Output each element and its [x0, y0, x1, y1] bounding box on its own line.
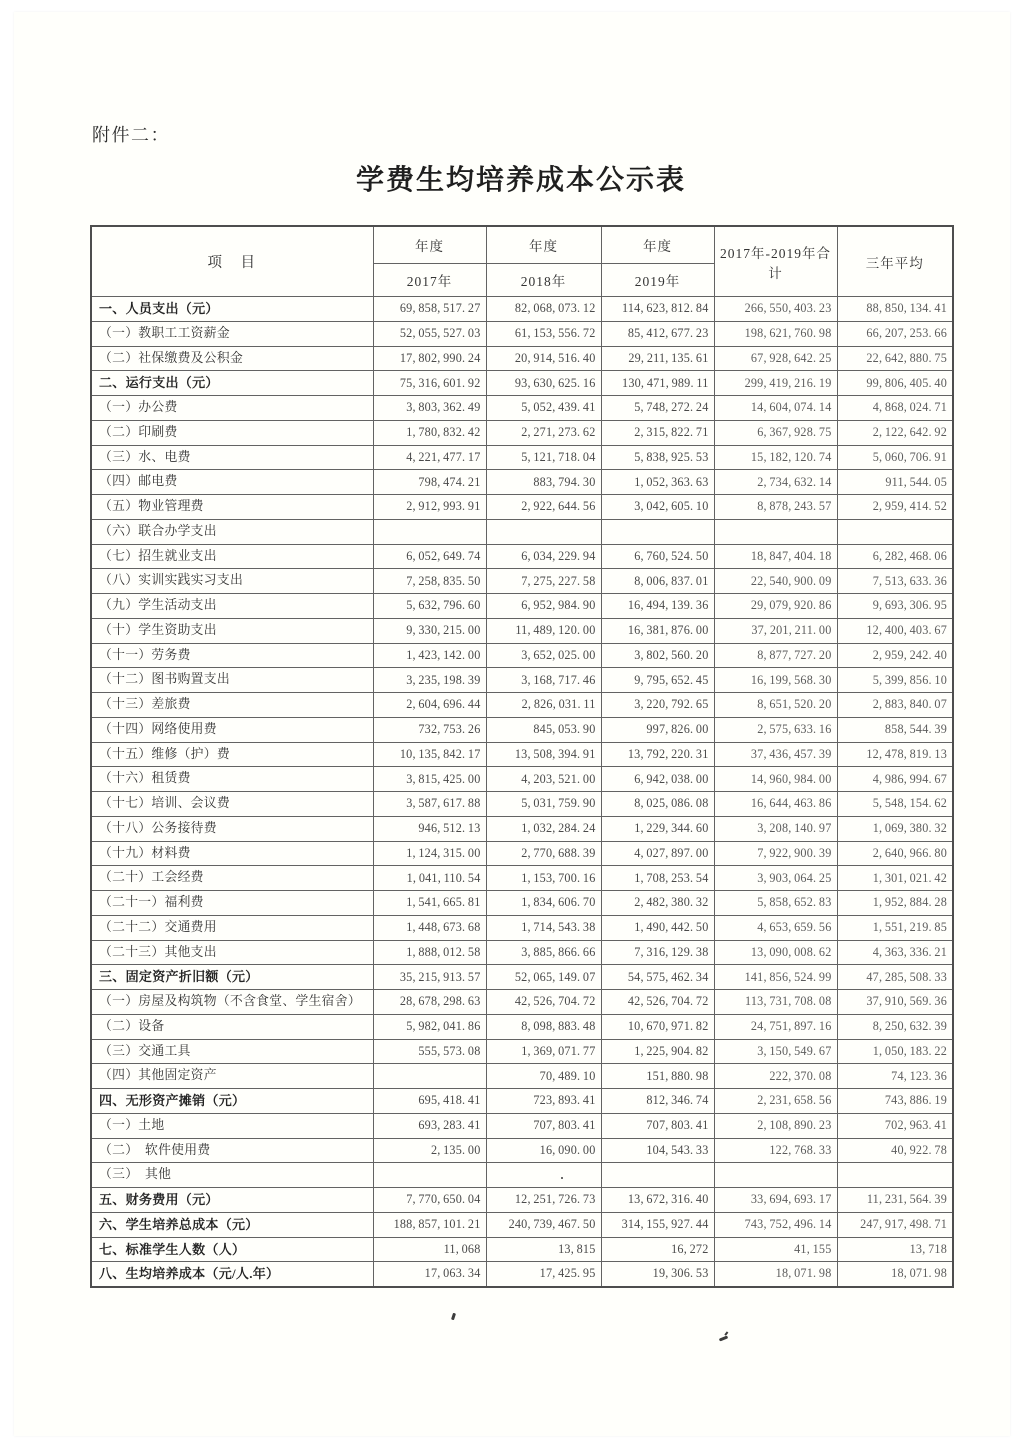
row-value: 858, 544. 39	[837, 717, 953, 742]
table-row	[91, 1188, 953, 1213]
row-value: 1, 052, 363. 63	[601, 470, 714, 495]
row-value: 1, 225, 904. 82	[601, 1039, 714, 1064]
table-row	[91, 321, 953, 346]
header-year-label-2017: 年度	[373, 226, 486, 264]
row-value: 695, 418. 41	[373, 1089, 486, 1114]
table-row	[91, 841, 953, 866]
row-value: 42, 526, 704. 72	[486, 990, 601, 1015]
row-value: 2, 122, 642. 92	[837, 420, 953, 445]
row-value	[714, 1163, 837, 1188]
row-label: 七、标准学生人数（人）	[91, 1237, 373, 1262]
row-value: 1, 301, 021. 42	[837, 866, 953, 891]
row-value: 5, 031, 759. 90	[486, 792, 601, 817]
row-value: 19, 306. 53	[601, 1262, 714, 1287]
row-value: 13, 718	[837, 1237, 953, 1262]
row-value: 1, 541, 665. 81	[373, 891, 486, 916]
row-label: （二）社保缴费及公积金	[91, 346, 373, 371]
row-value: 13, 090, 008. 62	[714, 940, 837, 965]
row-value: 1, 714, 543. 38	[486, 915, 601, 940]
table-row	[91, 495, 953, 520]
row-label: 八、生均培养成本（元/人.年）	[91, 1262, 373, 1287]
header-average: 三年平均	[837, 226, 953, 297]
row-value: 61, 153, 556. 72	[486, 321, 601, 346]
table-row	[91, 1014, 953, 1039]
table-row	[91, 1163, 953, 1188]
table-row	[91, 742, 953, 767]
row-value: 6, 942, 038. 00	[601, 767, 714, 792]
row-value: 266, 550, 403. 23	[714, 297, 837, 322]
row-value	[486, 519, 601, 544]
row-value: 130, 471, 989. 11	[601, 371, 714, 396]
row-value: 5, 858, 652. 83	[714, 891, 837, 916]
row-value: 3, 815, 425. 00	[373, 767, 486, 792]
row-value: 75, 316, 601. 92	[373, 371, 486, 396]
row-value	[486, 1163, 601, 1188]
row-label: （四）邮电费	[91, 470, 373, 495]
row-value: 1, 448, 673. 68	[373, 915, 486, 940]
row-value: 946, 512. 13	[373, 816, 486, 841]
row-value: 6, 282, 468. 06	[837, 544, 953, 569]
table-row	[91, 990, 953, 1015]
row-value: 82, 068, 073. 12	[486, 297, 601, 322]
row-value: 151, 880. 98	[601, 1064, 714, 1089]
row-value: 7, 513, 633. 36	[837, 569, 953, 594]
table-row	[91, 544, 953, 569]
row-value: 7, 258, 835. 50	[373, 569, 486, 594]
row-value: 812, 346. 74	[601, 1089, 714, 1114]
row-value: 93, 630, 625. 16	[486, 371, 601, 396]
row-value: 222, 370. 08	[714, 1064, 837, 1089]
row-value: 3, 885, 866. 66	[486, 940, 601, 965]
row-value: 1, 423, 142. 00	[373, 643, 486, 668]
row-value: 247, 917, 498. 71	[837, 1212, 953, 1237]
table-row	[91, 420, 953, 445]
row-value: 8, 250, 632. 39	[837, 1014, 953, 1039]
table-row	[91, 940, 953, 965]
table-body	[91, 297, 953, 1287]
row-value: 2, 826, 031. 11	[486, 693, 601, 718]
row-value: 3, 168, 717. 46	[486, 668, 601, 693]
row-value: 3, 208, 140. 97	[714, 816, 837, 841]
row-value: 17, 063. 34	[373, 1262, 486, 1287]
row-value: 845, 053. 90	[486, 717, 601, 742]
row-value: 5, 748, 272. 24	[601, 396, 714, 421]
row-value: 2, 482, 380. 32	[601, 891, 714, 916]
row-value: 1, 229, 344. 60	[601, 816, 714, 841]
row-value: 12, 400, 403. 67	[837, 618, 953, 643]
row-value: 723, 893. 41	[486, 1089, 601, 1114]
row-value: 13, 815	[486, 1237, 601, 1262]
row-value: 3, 802, 560. 20	[601, 643, 714, 668]
table-row	[91, 668, 953, 693]
row-value: 16, 090. 00	[486, 1138, 601, 1163]
row-value: 13, 792, 220. 31	[601, 742, 714, 767]
row-value: 40, 922. 78	[837, 1138, 953, 1163]
row-value: 5, 838, 925. 53	[601, 445, 714, 470]
row-value: 8, 006, 837. 01	[601, 569, 714, 594]
row-value: 743, 886. 19	[837, 1089, 953, 1114]
row-value: 3, 903, 064. 25	[714, 866, 837, 891]
table-row	[91, 297, 953, 322]
row-value	[373, 1163, 486, 1188]
row-value: 3, 150, 549. 67	[714, 1039, 837, 1064]
ink-speck	[561, 1177, 563, 1179]
row-value: 35, 215, 913. 57	[373, 965, 486, 990]
row-value: 7, 275, 227. 58	[486, 569, 601, 594]
row-value: 2, 883, 840. 07	[837, 693, 953, 718]
row-value: 20, 914, 516. 40	[486, 346, 601, 371]
table-row	[91, 1064, 953, 1089]
row-label: （六）联合办学支出	[91, 519, 373, 544]
row-value: 4, 027, 897. 00	[601, 841, 714, 866]
table-row	[91, 643, 953, 668]
attachment-label: 附件二：	[92, 125, 170, 145]
row-label: （三） 其他	[91, 1163, 373, 1188]
row-label: （三）水、电费	[91, 445, 373, 470]
row-label: （一）教职工工资薪金	[91, 321, 373, 346]
row-label: 一、人员支出（元）	[91, 297, 373, 322]
row-value: 883, 794. 30	[486, 470, 601, 495]
row-value: 2, 231, 658. 56	[714, 1089, 837, 1114]
row-label: （二）印刷费	[91, 420, 373, 445]
row-value: 88, 850, 134. 41	[837, 297, 953, 322]
row-value	[837, 1163, 953, 1188]
row-label: （一）土地	[91, 1113, 373, 1138]
row-value: 122, 768. 33	[714, 1138, 837, 1163]
table-row	[91, 519, 953, 544]
row-value: 1, 069, 380. 32	[837, 816, 953, 841]
row-label: （二十三）其他支出	[91, 940, 373, 965]
row-value: 16, 381, 876. 00	[601, 618, 714, 643]
table-row	[91, 470, 953, 495]
header-year-label-2018: 年度	[486, 226, 601, 264]
row-value: 14, 604, 074. 14	[714, 396, 837, 421]
row-value: 85, 412, 677. 23	[601, 321, 714, 346]
table-row	[91, 965, 953, 990]
row-value: 4, 203, 521. 00	[486, 767, 601, 792]
row-value: 1, 834, 606. 70	[486, 891, 601, 916]
row-value: 5, 399, 856. 10	[837, 668, 953, 693]
row-value: 6, 367, 928. 75	[714, 420, 837, 445]
row-value: 24, 751, 897. 16	[714, 1014, 837, 1039]
row-value	[373, 1064, 486, 1089]
row-value: 16, 644, 463. 86	[714, 792, 837, 817]
row-value: 2, 108, 890. 23	[714, 1113, 837, 1138]
table-row	[91, 717, 953, 742]
row-value: 6, 760, 524. 50	[601, 544, 714, 569]
row-value: 997, 826. 00	[601, 717, 714, 742]
row-value: 6, 034, 229. 94	[486, 544, 601, 569]
row-label: （十四）网络使用费	[91, 717, 373, 742]
row-value: 74, 123. 36	[837, 1064, 953, 1089]
row-value: 2, 959, 414. 52	[837, 495, 953, 520]
row-value: 11, 231, 564. 39	[837, 1188, 953, 1213]
row-label: （十）学生资助支出	[91, 618, 373, 643]
row-value: 41, 155	[714, 1237, 837, 1262]
row-value: 99, 806, 405. 40	[837, 371, 953, 396]
table-row	[91, 891, 953, 916]
row-value: 3, 235, 198. 39	[373, 668, 486, 693]
header-year-2017: 2017年	[373, 264, 486, 297]
row-value: 8, 651, 520. 20	[714, 693, 837, 718]
table-row	[91, 915, 953, 940]
row-label: （十二）图书购置支出	[91, 668, 373, 693]
header-total: 2017年-2019年合计	[714, 226, 837, 297]
row-value: 37, 436, 457. 39	[714, 742, 837, 767]
row-value: 7, 770, 650. 04	[373, 1188, 486, 1213]
row-value: 2, 912, 993. 91	[373, 495, 486, 520]
row-value: 1, 041, 110. 54	[373, 866, 486, 891]
row-value: 10, 135, 842. 17	[373, 742, 486, 767]
header-year-2019: 2019年	[601, 264, 714, 297]
row-value: 67, 928, 642. 25	[714, 346, 837, 371]
row-value: 555, 573. 08	[373, 1039, 486, 1064]
row-value: 4, 221, 477. 17	[373, 445, 486, 470]
row-label: （七）招生就业支出	[91, 544, 373, 569]
row-value: 2, 575, 633. 16	[714, 717, 837, 742]
row-value: 17, 802, 990. 24	[373, 346, 486, 371]
row-value: 188, 857, 101. 21	[373, 1212, 486, 1237]
row-value: 1, 153, 700. 16	[486, 866, 601, 891]
row-value: 240, 739, 467. 50	[486, 1212, 601, 1237]
row-value: 732, 753. 26	[373, 717, 486, 742]
row-value: 3, 587, 617. 88	[373, 792, 486, 817]
row-value: 28, 678, 298. 63	[373, 990, 486, 1015]
row-value: 37, 201, 211. 00	[714, 618, 837, 643]
row-value: 5, 548, 154. 62	[837, 792, 953, 817]
header-year-label-2019: 年度	[601, 226, 714, 264]
row-value: 13, 672, 316. 40	[601, 1188, 714, 1213]
row-label: （十三）差旅费	[91, 693, 373, 718]
row-label: （八）实训实践实习支出	[91, 569, 373, 594]
table-row	[91, 1237, 953, 1262]
table-row	[91, 445, 953, 470]
row-value: 9, 795, 652. 45	[601, 668, 714, 693]
row-value: 54, 575, 462. 34	[601, 965, 714, 990]
row-value: 17, 425. 95	[486, 1262, 601, 1287]
row-value: 2, 315, 822. 71	[601, 420, 714, 445]
table-row	[91, 767, 953, 792]
row-value: 8, 877, 727. 20	[714, 643, 837, 668]
table-row	[91, 816, 953, 841]
row-value: 4, 363, 336. 21	[837, 940, 953, 965]
row-value: 4, 986, 994. 67	[837, 767, 953, 792]
row-value	[714, 519, 837, 544]
row-value: 5, 632, 796. 60	[373, 594, 486, 619]
row-value: 8, 878, 243. 57	[714, 495, 837, 520]
row-value: 3, 803, 362. 49	[373, 396, 486, 421]
row-value: 10, 670, 971. 82	[601, 1014, 714, 1039]
row-value: 1, 050, 183. 22	[837, 1039, 953, 1064]
row-label: （五）物业管理费	[91, 495, 373, 520]
row-value	[373, 519, 486, 544]
row-value: 2, 922, 644. 56	[486, 495, 601, 520]
row-label: （二十）工会经费	[91, 866, 373, 891]
row-value: 8, 025, 086. 08	[601, 792, 714, 817]
row-value: 4, 653, 659. 56	[714, 915, 837, 940]
row-value: 1, 369, 071. 77	[486, 1039, 601, 1064]
row-value: 22, 540, 900. 09	[714, 569, 837, 594]
row-value: 7, 922, 900. 39	[714, 841, 837, 866]
row-value: 3, 220, 792. 65	[601, 693, 714, 718]
table-row	[91, 693, 953, 718]
row-value: 141, 856, 524. 99	[714, 965, 837, 990]
row-value: 693, 283. 41	[373, 1113, 486, 1138]
row-label: （十五）维修（护）费	[91, 742, 373, 767]
row-value: 16, 494, 139. 36	[601, 594, 714, 619]
row-value: 2, 640, 966. 80	[837, 841, 953, 866]
row-value: 52, 055, 527. 03	[373, 321, 486, 346]
table-row	[91, 569, 953, 594]
row-value: 104, 543. 33	[601, 1138, 714, 1163]
row-value: 1, 490, 442. 50	[601, 915, 714, 940]
row-value: 3, 042, 605. 10	[601, 495, 714, 520]
row-label: （四）其他固定资产	[91, 1064, 373, 1089]
cost-table	[90, 225, 954, 1288]
row-value: 2, 271, 273. 62	[486, 420, 601, 445]
row-value: 42, 526, 704. 72	[601, 990, 714, 1015]
row-value: 2, 734, 632. 14	[714, 470, 837, 495]
row-value: 1, 551, 219. 85	[837, 915, 953, 940]
table-row	[91, 371, 953, 396]
row-label: 四、无形资产摊销（元）	[91, 1089, 373, 1114]
row-value: 69, 858, 517. 27	[373, 297, 486, 322]
table-row	[91, 1039, 953, 1064]
table-row	[91, 1138, 953, 1163]
row-value: 29, 211, 135. 61	[601, 346, 714, 371]
row-label: （二十一）福利费	[91, 891, 373, 916]
row-label: （二十二）交通费用	[91, 915, 373, 940]
row-value: 18, 071. 98	[837, 1262, 953, 1287]
row-value: 11, 068	[373, 1237, 486, 1262]
table-row	[91, 346, 953, 371]
row-label: （三）交通工具	[91, 1039, 373, 1064]
row-label: （十七）培训、会议费	[91, 792, 373, 817]
row-value: 6, 052, 649. 74	[373, 544, 486, 569]
row-value: 5, 121, 718. 04	[486, 445, 601, 470]
row-value: 47, 285, 508. 33	[837, 965, 953, 990]
row-value: 5, 982, 041. 86	[373, 1014, 486, 1039]
row-label: （十八）公务接待费	[91, 816, 373, 841]
row-value: 198, 621, 760. 98	[714, 321, 837, 346]
row-value: 16, 272	[601, 1237, 714, 1262]
row-value: 743, 752, 496. 14	[714, 1212, 837, 1237]
row-value: 9, 693, 306. 95	[837, 594, 953, 619]
row-value: 6, 952, 984. 90	[486, 594, 601, 619]
row-value: 1, 032, 284. 24	[486, 816, 601, 841]
row-value: 2, 604, 696. 44	[373, 693, 486, 718]
row-label: （十一）劳务费	[91, 643, 373, 668]
row-value: 37, 910, 569. 36	[837, 990, 953, 1015]
row-value: 12, 251, 726. 73	[486, 1188, 601, 1213]
header-year-2018: 2018年	[486, 264, 601, 297]
page-title: 学费生均培养成本公示表	[355, 165, 686, 196]
row-value: 16, 199, 568. 30	[714, 668, 837, 693]
row-label: （一）办公费	[91, 396, 373, 421]
row-value: 1, 888, 012. 58	[373, 940, 486, 965]
row-value: 114, 623, 812. 84	[601, 297, 714, 322]
table-header	[91, 226, 953, 297]
row-value: 2, 135. 00	[373, 1138, 486, 1163]
row-label: （十九）材料费	[91, 841, 373, 866]
table-row	[91, 1089, 953, 1114]
row-value: 1, 124, 315. 00	[373, 841, 486, 866]
table-row	[91, 1113, 953, 1138]
row-value: 52, 065, 149. 07	[486, 965, 601, 990]
row-value: 314, 155, 927. 44	[601, 1212, 714, 1237]
row-value: 7, 316, 129. 38	[601, 940, 714, 965]
row-label: （十六）租赁费	[91, 767, 373, 792]
row-value: 1, 952, 884. 28	[837, 891, 953, 916]
row-value: 29, 079, 920. 86	[714, 594, 837, 619]
row-label: （九）学生活动支出	[91, 594, 373, 619]
row-label: （一）房屋及构筑物（不含食堂、学生宿舍）	[91, 990, 373, 1015]
row-label: 六、学生培养总成本（元）	[91, 1212, 373, 1237]
table-row	[91, 594, 953, 619]
table-row	[91, 1262, 953, 1287]
row-value: 113, 731, 708. 08	[714, 990, 837, 1015]
row-value: 11, 489, 120. 00	[486, 618, 601, 643]
row-label: 五、财务费用（元）	[91, 1188, 373, 1213]
row-value: 70, 489. 10	[486, 1064, 601, 1089]
row-value: 911, 544. 05	[837, 470, 953, 495]
row-value	[601, 1163, 714, 1188]
row-value: 2, 959, 242. 40	[837, 643, 953, 668]
row-label: （二）设备	[91, 1014, 373, 1039]
row-value: 33, 694, 693. 17	[714, 1188, 837, 1213]
row-value: 702, 963. 41	[837, 1113, 953, 1138]
row-value	[601, 519, 714, 544]
row-value: 299, 419, 216. 19	[714, 371, 837, 396]
row-label: （二） 软件使用费	[91, 1138, 373, 1163]
row-value: 9, 330, 215. 00	[373, 618, 486, 643]
header-item: 项 目	[91, 226, 373, 297]
row-value: 1, 708, 253. 54	[601, 866, 714, 891]
row-value: 2, 770, 688. 39	[486, 841, 601, 866]
row-value	[837, 519, 953, 544]
row-label: 三、固定资产折旧额（元）	[91, 965, 373, 990]
row-value: 18, 071. 98	[714, 1262, 837, 1287]
row-value: 1, 780, 832. 42	[373, 420, 486, 445]
table-row	[91, 866, 953, 891]
row-value: 8, 098, 883. 48	[486, 1014, 601, 1039]
row-value: 5, 060, 706. 91	[837, 445, 953, 470]
row-value: 798, 474. 21	[373, 470, 486, 495]
table-row	[91, 618, 953, 643]
table-row	[91, 1212, 953, 1237]
row-value: 5, 052, 439. 41	[486, 396, 601, 421]
row-label: 二、运行支出（元）	[91, 371, 373, 396]
row-value: 22, 642, 880. 75	[837, 346, 953, 371]
row-value: 707, 803. 41	[486, 1113, 601, 1138]
row-value: 12, 478, 819. 13	[837, 742, 953, 767]
row-value: 13, 508, 394. 91	[486, 742, 601, 767]
row-value: 15, 182, 120. 74	[714, 445, 837, 470]
row-value: 18, 847, 404. 18	[714, 544, 837, 569]
table-row	[91, 396, 953, 421]
row-value: 4, 868, 024. 71	[837, 396, 953, 421]
table-row	[91, 792, 953, 817]
row-value: 707, 803. 41	[601, 1113, 714, 1138]
row-value: 14, 960, 984. 00	[714, 767, 837, 792]
row-value: 66, 207, 253. 66	[837, 321, 953, 346]
row-value: 3, 652, 025. 00	[486, 643, 601, 668]
